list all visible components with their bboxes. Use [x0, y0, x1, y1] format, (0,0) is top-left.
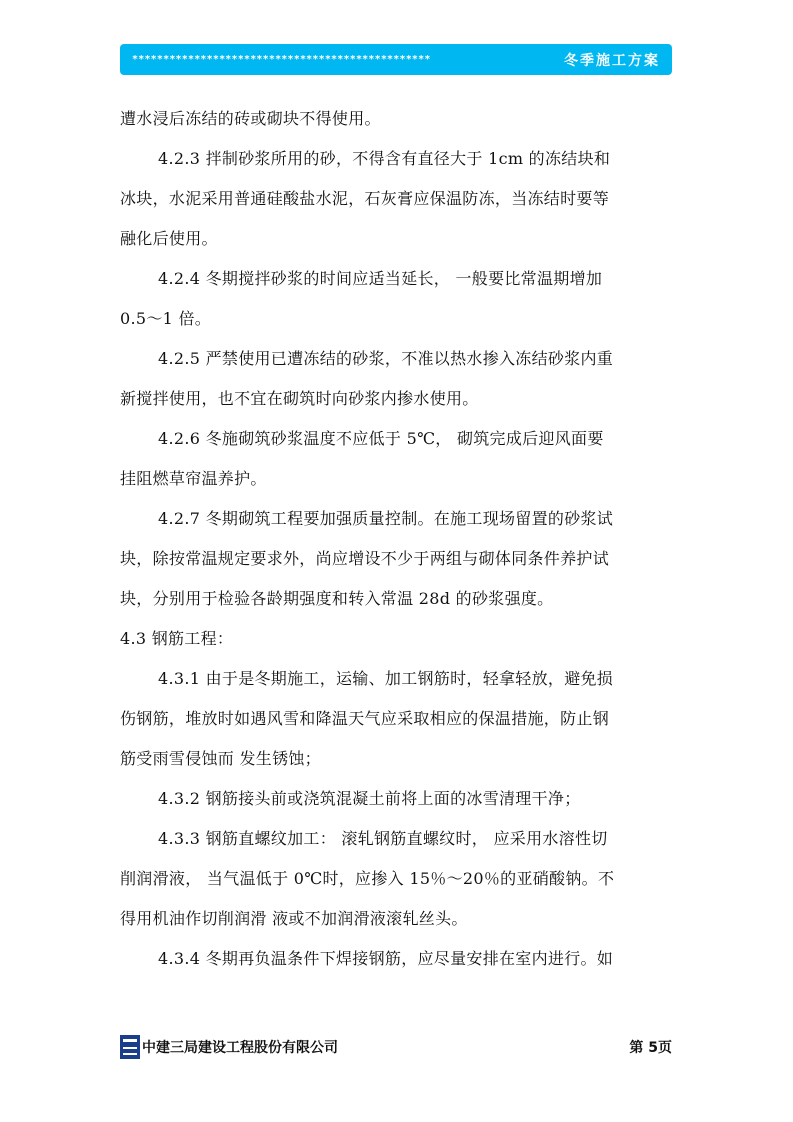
- text-line: 削润滑液， 当气温低于 0℃时，应掺入 15％～20％的亚硝酸钠。不: [120, 869, 615, 888]
- text-line: 块，分别用于检验各龄期强度和转入常温 28d 的砂浆强度。: [120, 589, 554, 608]
- header-title: 冬季施工方案: [564, 52, 660, 69]
- text-line: 4.2.6 冬施砌筑砂浆温度不应低于 5℃， 砌筑完成后迎风面要: [158, 429, 604, 448]
- footer-company-name: 中建三局建设工程股份有限公司: [142, 1040, 338, 1056]
- footer-page-number: 第 5页: [629, 1040, 672, 1056]
- text-line: 遭水浸后冻结的砖或砌块不得使用。: [120, 109, 381, 128]
- section-heading: 4.3 钢筋工程：: [120, 629, 234, 648]
- text-line: 4.2.4 冬期搅拌砂浆的时间应适当延长， 一般要比常温期增加: [158, 269, 603, 288]
- text-line: 4.3.3 钢筋直螺纹加工： 滚轧钢筋直螺纹时， 应采用水溶性切: [158, 829, 608, 848]
- text-line: 筋受雨雪侵蚀而 发生锈蚀；: [120, 749, 321, 768]
- text-line: 融化后使用。: [120, 229, 218, 248]
- document-body: [120, 99, 675, 979]
- text-line: 伤钢筋，堆放时如遇风雪和降温天气应采取相应的保温措施，防止钢: [120, 709, 610, 728]
- text-line: 4.2.3 拌制砂浆所用的砂，不得含有直径大于 1cm 的冻结块和: [158, 149, 611, 168]
- text-line: 块，除按常温规定要求外，尚应增设不少于两组与砌体同条件养护试: [120, 549, 610, 568]
- text-line: 得用机油作切削润滑 液或不加润滑液滚轧丝头。: [120, 909, 468, 928]
- text-line: 冰块，水泥采用普通硅酸盐水泥，石灰膏应保温防冻，当冻结时要等: [120, 189, 610, 208]
- text-line: 0.5～1 倍。: [120, 309, 212, 328]
- text-line: 4.3.4 冬期再负温条件下焊接钢筋，应尽量安排在室内进行。如: [158, 949, 614, 968]
- text-line: 新搅拌使用，也不宜在砌筑时向砂浆内掺水使用。: [120, 389, 479, 408]
- company-logo-icon: [120, 1035, 140, 1059]
- text-line: 4.2.7 冬期砌筑工程要加强质量控制。在施工现场留置的砂浆试: [158, 509, 614, 528]
- header-stars: ************************************************: [132, 54, 431, 65]
- page-footer: [120, 1033, 672, 1061]
- text-line: 4.3.1 由于是冬期施工，运输、加工钢筋时，轻拿轻放，避免损: [158, 669, 614, 688]
- text-line: 4.3.2 钢筋接头前或浇筑混凝土前将上面的冰雪清理干净；: [158, 789, 581, 808]
- text-line: 挂阻燃草帘温养护。: [120, 469, 267, 488]
- text-line: 4.2.5 严禁使用已遭冻结的砂浆，不准以热水掺入冻结砂浆内重: [158, 349, 614, 368]
- footer-company-block: [120, 1035, 338, 1059]
- page-header: [120, 44, 672, 75]
